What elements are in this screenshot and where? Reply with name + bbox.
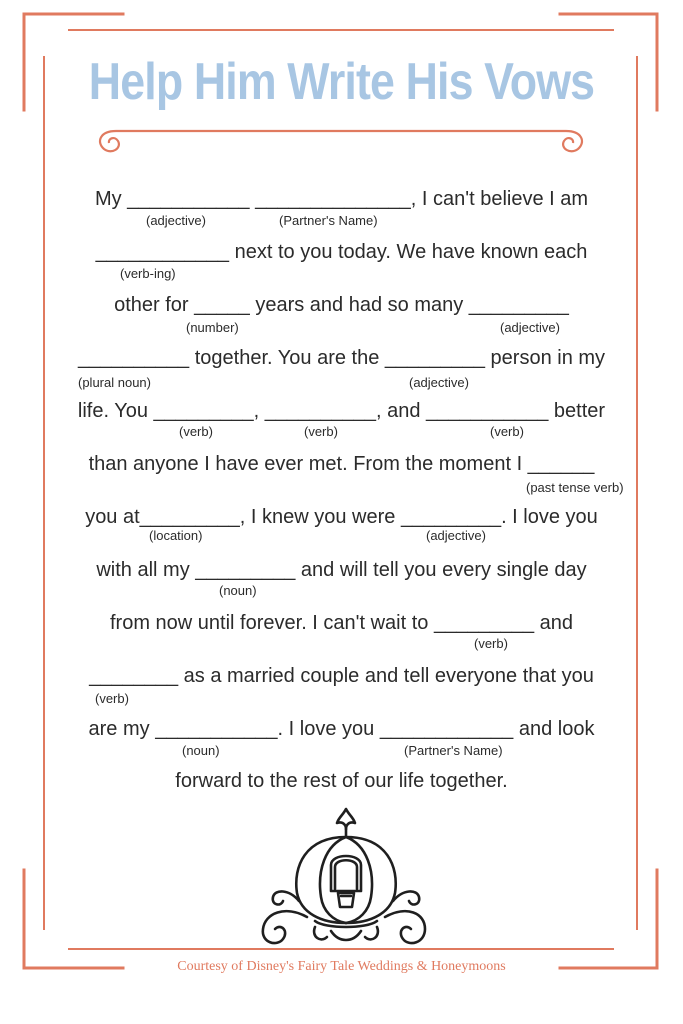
vow-line: from now until forever. I can't wait to _________ and — [110, 612, 573, 634]
vow-line: are my ___________. I love you ____________ and look — [88, 718, 595, 740]
blank-label: (verb) — [179, 424, 213, 439]
blank-label: (plural noun) — [78, 375, 151, 390]
blank-label: (adjective) — [409, 375, 469, 390]
vow-line: My ___________ ______________, I can't believe I am — [94, 188, 589, 210]
vow-line: ____________ next to you today. We have known each — [95, 241, 588, 263]
blank-label: (verb) — [490, 424, 524, 439]
blank-label: (location) — [149, 528, 203, 543]
vow-line: ________ as a married couple and tell everyone that you — [89, 665, 594, 687]
blank-label: (noun) — [219, 583, 257, 598]
scroll-divider-icon — [100, 131, 582, 151]
page-title: Help Him Write His Vows — [88, 53, 595, 111]
blank-label: (verb) — [474, 636, 508, 651]
blank-label: (adjective) — [426, 528, 486, 543]
blank-label: (Partner's Name) — [279, 213, 378, 228]
blank-label: (Partner's Name) — [404, 743, 503, 758]
blank-label: (verb-ing) — [120, 266, 176, 281]
footer-credit: Courtesy of Disney's Fairy Tale Weddings & Honeymoons — [177, 959, 506, 974]
vow-line: with all my _________ and will tell you every single day — [96, 559, 587, 581]
vow-line: life. You _________, __________, and ___________ better — [77, 400, 606, 422]
vow-line: other for _____ years and had so many _________ — [114, 294, 569, 316]
vow-line: __________ together. You are the _________ person in my — [77, 347, 606, 369]
blank-label: (verb) — [95, 691, 129, 706]
blank-label: (adjective) — [146, 213, 206, 228]
vow-line: than anyone I have ever met. From the moment I ______ — [88, 453, 595, 475]
blank-label: (noun) — [182, 743, 220, 758]
vow-line: forward to the rest of our life together. — [175, 770, 508, 792]
vow-line: you at_________, I knew you were _________. I love you — [85, 506, 598, 528]
blank-label: (verb) — [304, 424, 338, 439]
blank-label: (past tense verb) — [526, 480, 624, 495]
blank-label: (adjective) — [500, 320, 560, 335]
pumpkin-carriage-icon — [255, 805, 430, 950]
blank-label: (number) — [186, 320, 239, 335]
